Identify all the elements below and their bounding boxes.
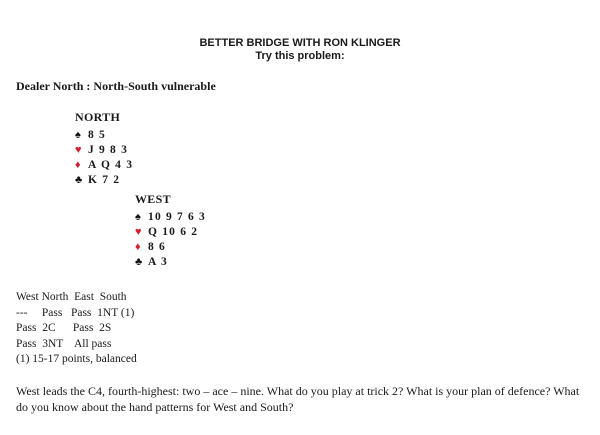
north-hearts-cards: J 9 8 3: [88, 144, 129, 156]
club-icon: ♣: [135, 256, 143, 268]
west-clubs-cards: A 3: [148, 256, 168, 268]
heart-icon: ♥: [135, 226, 142, 238]
bidding-row: Pass 3NT All pass: [16, 337, 112, 350]
bidding-footnote: (1) 15-17 points, balanced: [16, 353, 137, 365]
north-diamonds-row: [75, 158, 133, 173]
column-subtitle: Try this problem:: [255, 50, 345, 62]
north-spades-cards: 8 5: [88, 129, 106, 141]
problem-question: West leads the C4, fourth-highest: two – ace – nine. What do you play at trick 2? What is your plan of defence? What do you know about the hand patterns for West and South?: [16, 384, 580, 414]
west-diamonds-cards: 8 6: [148, 241, 166, 253]
heart-icon: ♥: [75, 144, 82, 156]
north-clubs-cards: K 7 2: [88, 174, 121, 186]
club-icon: ♣: [75, 174, 83, 186]
bidding-sequence: [16, 290, 137, 368]
west-clubs-row: [135, 255, 206, 270]
west-spades-cards: 10 9 7 6 3: [148, 211, 206, 223]
bidding-header: West North East South: [16, 291, 127, 303]
north-diamonds-cards: A Q 4 3: [88, 159, 134, 171]
north-spades-row: [75, 128, 133, 143]
north-hand: [75, 110, 133, 188]
bidding-row: Pass 2C Pass 2S: [16, 322, 112, 334]
bidding-row: --- Pass Pass 1NT (1): [16, 306, 135, 319]
column-title: BETTER BRIDGE WITH RON KLINGER: [199, 37, 401, 49]
north-clubs-row: [75, 173, 133, 188]
spade-icon: ♠: [75, 129, 81, 141]
west-hand: [135, 192, 206, 270]
diamond-icon: ♦: [135, 241, 141, 253]
north-label: NORTH: [75, 110, 121, 124]
north-hearts-row: [75, 143, 133, 158]
west-hearts-cards: Q 10 6 2: [148, 226, 199, 238]
west-diamonds-row: [135, 240, 206, 255]
spade-icon: ♠: [135, 211, 141, 223]
dealer-vulnerability-line: Dealer North : North-South vulnerable: [16, 79, 216, 93]
west-hearts-row: [135, 225, 206, 240]
diamond-icon: ♦: [75, 159, 81, 171]
west-spades-row: [135, 210, 206, 225]
west-label: WEST: [135, 192, 171, 206]
